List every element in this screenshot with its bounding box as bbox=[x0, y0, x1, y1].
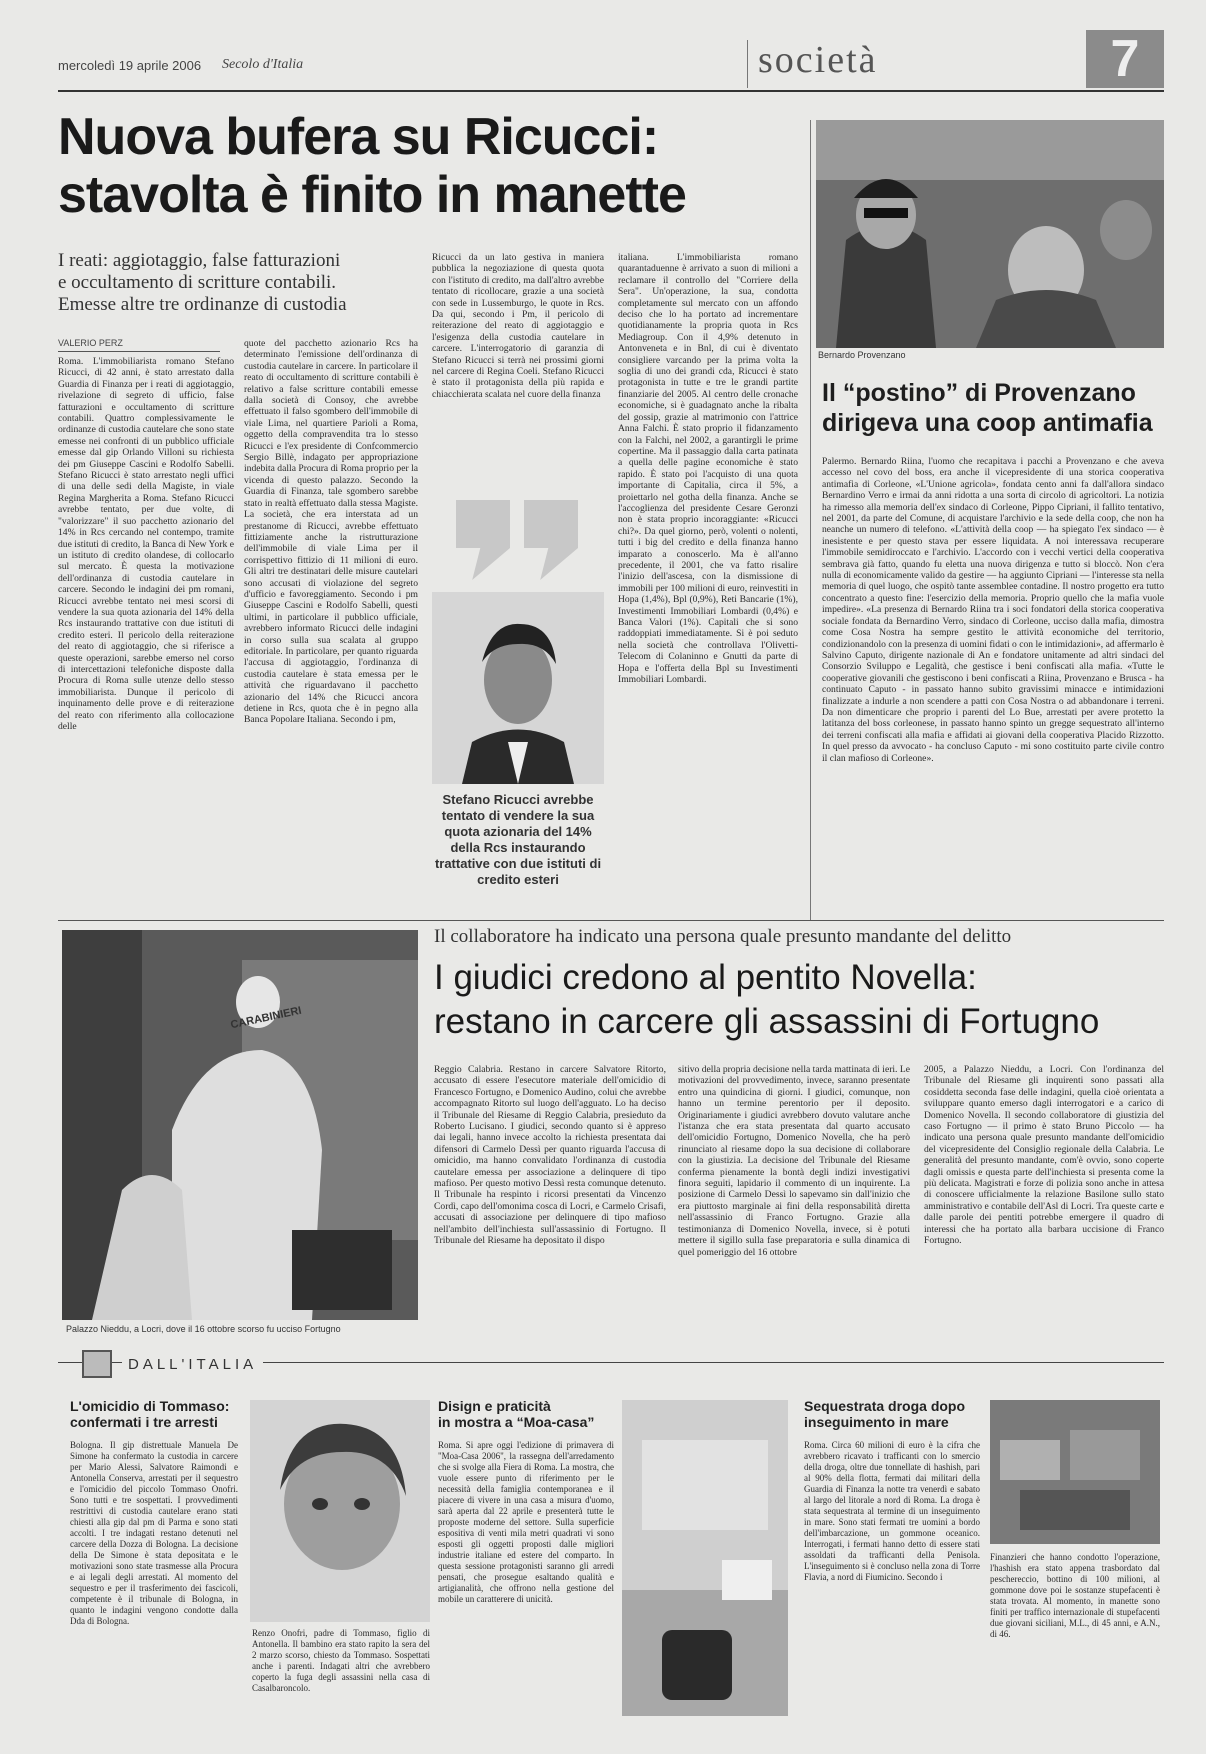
header-divider bbox=[747, 40, 748, 88]
page-number: 7 bbox=[1086, 30, 1164, 88]
child-portrait-icon bbox=[250, 1400, 430, 1622]
header-section: società bbox=[758, 39, 878, 81]
italy-map-icon bbox=[82, 1350, 112, 1378]
lead-byline: VALERIO PERZ bbox=[58, 338, 123, 348]
provenzano-caption: Bernardo Provenzano bbox=[818, 350, 906, 360]
child-photo bbox=[250, 1400, 430, 1622]
lead-title bbox=[58, 108, 798, 224]
brief3-title: Sequestrata droga dopo inseguimento in mare bbox=[804, 1398, 966, 1430]
lead-column-2: quote del pacchetto azionario Rcs ha determinato l'emissione dell'ordinanza di custodia cautelare in carcere. In particolare il reato di occultamento di scritture contabili è relativo a false scritture contabili emesse dalla società di Consoy, che avrebbe effettuato il falso sgombero dell'immobile di viale Lima, nel quartiere Parioli a Roma, oggetto della compravendita tra lo stesso Ricucci e l'ex presidente di Confcommercio Sergio Billè, indagato per appropriazione indebita dalla Procura di Roma proprio per la vicenda di questo palazzo. Secondo la Guardia di Finanza, tale sgombero sarebbe stato in realtà effettuato dalla stessa Magiste. La società, che era interstata ad un prestanome di Ricucci, avrebbe effettuato fittiziamente anche la ristrutturazione dell'immobile di viale Lima per il corrispettivo fittizio di 11 milioni di euro. Gli altri tre destinatari delle misure cautelari sono accusati di violazione del segreto d'ufficio e favoreggiamento. Secondo i pm Giuseppe Cascini e Rodolfo Sabelli, questi ultimi, in particolare il pubblico ufficiale, avrebbero informato Ricucci delle indagini in corso sulla sua scalata al gruppo editoriale. In particolare, per quanto riguarda l'accusa di aggiotaggio, l'ordinanza di custodia cautelare è stata emessa per le attività che riguardavano il pacchetto azionario del 14% che Ricucci ancora detiene in Rcs, quota che è in pegno alla Banca Popolare Italiana. Secondo i pm, bbox=[244, 338, 418, 726]
quote-mark-right-icon bbox=[524, 500, 578, 580]
fortugno-photo bbox=[62, 930, 418, 1320]
seized-bales-icon bbox=[990, 1400, 1160, 1544]
pull-quote: Stefano Ricucci avrebbe tentato di vendere la sua quota azionaria del 14% della Rcs instaurando trattative con due istituti di credito esteri bbox=[434, 792, 602, 887]
carabinieri-scene-icon bbox=[62, 930, 418, 1320]
lead-subtitle: I reati: aggiotaggio, false fatturazioni e occultamento di scritture contabili. Emesse altre tre ordinanze di custodia bbox=[58, 250, 347, 315]
carabinieri-badge: CARABINIERI bbox=[229, 1004, 303, 1032]
second-column-3: 2005, a Palazzo Nieddu, a Locri. Con l'ordinanza del Tribunale del Riesame gli inquirenti sono passati alla cosiddetta seconda fase delle indagini, quella cioè orientata a sviluppare quanto emerso dagli interrogatori e a carico di Domenico Novella. Il secondo collaboratore di giustizia del caso Fortugno — il primo è stato Bruno Piccolo — ha indicato una persona quale presunto mandante dell'omicidio del vicepresidente del Consiglio regionale della Calabria. Le generalità del presunto mandante, com'è ovvio, sono coperte dagli omissis e questa parte dell'inchiesta si presenta come la più delicata. Magistrati e forze di polizia sono anche in attesa di conoscere ufficialmente la relazione Basilone sullo stato amministrativo e contabile dell'Asl di Locri. Tra queste carte e dalle parole dei pentiti potrebbe emergere il quadro di interessi che ha portato alla barbara uccisione di Franco Fortugno. bbox=[924, 1064, 1164, 1247]
brief1-body: Bologna. Il gip distrettuale Manuela De Simone ha confermato la custodia in carcere per Mario Alessi, Salvatore Raimondi e Antonella Conserva, arrestati per il sequestro e l'omicidio del piccolo Tommaso Onofri. Sono tutti e tre sospettati. I provvedimenti restrittivi di custodia cautelare erano stati chiesti alla gip dal pm di Parma e sono stati accolti. I tre indagati restano detenuti nel carcere della Dozza di Bologna. La decisione della De Simone è stata depositata e le motivazioni sono state trasmesse alla Procura e ai legali degli arrestati. Al momento del sequestro e per il trasferimento dei fascicoli, competente è il tribunale di Bologna, in quanto le indagini vengono condotte dalla Dda di Bologna. bbox=[70, 1440, 238, 1626]
lead-column-3: Ricucci da un lato gestiva in maniera pubblica la negoziazione di questa quota con l'istituto di credito, ma dall'altro avrebbe tentato di ricollocare, grazie a una società con sede in Lussemburgo, le quote in Rcs. Da qui, secondo i Pm, il pericolo di reiterazione del reato di aggiotaggio e l'esigenza della custodia cautelare in carcere. L'interrogatorio di garanzia di Stefano Ricucci si terrà nei prossimi giorni nel carcere di Regina Coeli. Stefano Ricucci è stato il protagonista della più rapida e chiacchierata scalata nel cuore della finanza bbox=[432, 252, 604, 400]
briefs-banner: DALL'ITALIA bbox=[122, 1356, 263, 1373]
column-divider bbox=[810, 120, 811, 920]
header-rule bbox=[58, 90, 1164, 92]
brief2-body: Roma. Si apre oggi l'edizione di primavera di "Moa-Casa 2006", la rassegna dell'arredamento che si svolge alla Fiera di Roma. La mostra, che vuole essere punto di riferimento per le necessità della famiglia contemporanea e il piacere di vivere in una casa a misura d'uomo, sarà aperta dal 22 aprile e presenterà tutte le proposte moderne del settore. Sulla superficie espositiva di venti mila metri quadrati vi sono esposti gli oggetti proposti dalle migliori industrie italiane ed estere del comparto. In questa sessione protagonisti saranno gli arredi pensati, che prosegue esaltando qualità e artigianalità, che offrono nella gestione del mobile un caratterere di unicità. bbox=[438, 1440, 614, 1604]
brief1-caption: Renzo Onofri, padre di Tommaso, figlio di Antonella. Il bambino era stato rapito la sera del 2 marzo scorso, chiesto da Tommaso. Sospettati anche i parenti. Indagati altri che avrebbero coperto la fuga degli assassini nella casa di Casalbaroncolo. bbox=[252, 1628, 430, 1693]
second-column-2: sitivo della propria decisione nella tarda mattinata di ieri. Le motivazioni del provvedimento, invece, saranno presentate entro una quindicina di giorni. I giudici, comunque, non hanno un termine perentorio per il deposito. Originariamente i giudici avrebbero dovuto valutare anche l'istanza che era stata presentata dal quarto accusato dell'omicidio Fortugno, Domenico Novella, che ha però rinunciato al riesame dopo la sua decisione di collaborare con la giustizia. La decisione del Tribunale del Riesame conferma pienamente la bontà degli indizi investigativi finora seguiti, lapidario il commento di un inquirente. La posizione di Carmelo Dessì lo sapevamo sin dall'inizio che era piuttosto marginale ai fini della responsabilità diretta nell'assassinio di Franco Fortugno. Grazie alla testimonianza di Domenico Novella, invece, si è potuti mettere il sigillo sulla fase preparatoria e sulla dinamica di quel pomeriggio del 16 ottobre bbox=[678, 1064, 910, 1258]
header-paper: Secolo d'Italia bbox=[222, 57, 304, 72]
brief3-body: Roma. Circa 60 milioni di euro è la cifra che avrebbero ricavato i trafficanti con lo smercio della droga, oltre due tonnellate di hashish, pari al 90% della flotta, fermati dai militari della Guardia di Finanza la notte tra venerdì e sabato al largo del litorale a nord di Roma. La droga è stata sequestrata al termine di un inseguimento in mare. Sono stati fermati tre uomini a bordo dell'imbarcazione, un gommone oceanico. Interrogati, i fermati hanno detto di essere stati assoldati da trafficanti della Penisola. L'inseguimento si è concluso nella zona di Torre Flavia, a nord di Fiumicino. Secondo i bbox=[804, 1440, 980, 1582]
provenzano-photo bbox=[816, 120, 1164, 348]
fortugno-caption: Palazzo Nieddu, a Locri, dove il 16 ottobre scorso fu ucciso Fortugno bbox=[66, 1324, 341, 1334]
side-title: Il “postino” di Provenzano dirigeva una coop antimafia bbox=[822, 379, 1153, 437]
side-body: Palermo. Bernardo Riina, l'uomo che recapitava i pacchi a Provenzano e che aveva accesso nel covo del boss, era anche il vicepresidente di una storica cooperativa antimafia di Corleone, «L'Unione agricola», fondata cento anni fa dall'allora sindaco Bernardino Verro e irmai da anni ridotta a una sorta di circolo di agricoltori. La notizia ha rimesso alla memoria dell'ex sindaco di Corleone, Pippo Cipriani, il fallito tentativo, nel 2001, da parte del Comune, di acquistare l'archivio e la sede della coop, che non ha neanche un numero di telefono. «L'attività della coop — ha spiegato l'ex sindaco — è inesistente e per questo stava per essere liquidata. A noi interessava recuperare l'immobile semidiroccato e l'archivio. L'accordo con i vecchi vertici della cooperativa sembrava già fatto, quando fu eletta una nuova dirigenza e tutto si bloccò. Non c'era nulla di economicamente valido da gestire — ha aggiunto Cipriani — l'interesse sta nella memoria di quel luogo, che ospitò tante assemblee contadine. Il nostro progetto era tutto concentrato a questo fine: l'esercizio della memoria. Proprio quello che la mafia vuole impedire». «La presenza di Bernardo Riina tra i soci fondatori della storica cooperativa sociale fondata da Bernardino Verro, sindaco di Corleone, ucciso dalla mafia, dimostra come Cosa Nostra ha sempre gestito le attività economiche del territorio, condizionandolo con la presenza di uomini fidati o con le intimidazioni», ad affermarlo è Salvino Caputo, dirigente nazionale di An e fondatore unitamente ad altri sindaci del Consorzio Sviluppo e Legalità, che gestisce i beni confiscati alla mafia. «Tutte le cooperative giovanili che gestiscono i beni confiscati a Riina, Provenzano e Brusca - ha continuato Caputo - in passato hanno subito gravissimi minacce e intimidazioni finalizzate a indurle a non scendere a patti con Cosa Nostra o ad abbandonare i terreni. Da non dimenticare che proprio i parenti del Lo Bue, arrestati per avere protetto la latitanza del boss corleonese, in passato hanno spinto un gregge sequestrato all'interno dei terreni confiscati alla mafia e affidati ai giovani della cooperativa Placido Rizzotto. In quel presso da avvocato - ha concluso Caputo - mi sono costituito parte civile contro il clan mafioso di Corleone». bbox=[822, 456, 1164, 764]
second-column-1: Reggio Calabria. Restano in carcere Salvatore Ritorto, accusato di essere l'esecutore materiale dell'omicidio di Francesco Fortugno, e Domenico Audino, colui che avrebbe accompagnato Ritorto sul luogo dell'agguato. Lo ha deciso il Tribunale del Riesame di Reggio Calabria, presieduto da Roberto Lucisano. I giudici, secondo quanto si è appreso dai legali, hanno invece accolto la richiesta presentata dai difensori di Carmelo Dessì per quanto riguarda l'accusa di omicidio, ma hanno convalidato l'ordinanza di custodia cautelare emessa per associazione a delinquere di tipo mafioso. Per questo motivo Dessì resta comunque detenuto. Il Tribunale ha respinto i ricorsi presentati da Vincenzo Cordì, capo dell'omonima cosca di Locri, e Carmelo Crisafi, accusati di associazione per delinquere di tipo mafioso nell'ambito dell'inchiesta sull'assassinio di Fortugno. Il Tribunale del Riesame ha depositato il dispo bbox=[434, 1064, 666, 1247]
brief1-title: L'omicidio di Tommaso: confermati i tre arresti bbox=[70, 1398, 230, 1430]
brief3-caption: Finanzieri che hanno condotto l'operazione, l'hashish era stato appena trasbordato dal peschereccio, bottino di 100 milioni, al gommone dove poi le sostanze stupefacenti è stata trovata. Al momento, in manette sono finiti per traffico internazionale di stupefacenti due giovani siciliani, M.L., di 45 anni, e A.N., di 46. bbox=[990, 1552, 1160, 1639]
lead-title-line2: stavolta è finito in manette bbox=[58, 166, 686, 224]
ricucci-portrait-icon bbox=[432, 592, 604, 784]
header-date: mercoledì 19 aprile 2006 bbox=[58, 58, 202, 73]
arrest-scene-icon bbox=[816, 120, 1164, 348]
lead-title-line1: Nuova bufera su Ricucci: bbox=[58, 108, 659, 166]
drugs-photo bbox=[990, 1400, 1160, 1544]
section-rule bbox=[58, 920, 1164, 921]
ricucci-photo bbox=[432, 592, 604, 784]
furniture-photo bbox=[622, 1400, 788, 1716]
quote-mark-left-icon bbox=[456, 500, 510, 580]
brief2-title: Disign e praticità in mostra a “Moa-casa” bbox=[438, 1398, 595, 1430]
second-kicker: Il collaboratore ha indicato una persona quale presunto mandante del delitto bbox=[434, 926, 1012, 947]
second-title: I giudici credono al pentito Novella: restano in carcere gli assassini di Fortugno bbox=[434, 958, 1100, 1041]
lead-column-1: Roma. L'immobiliarista romano Stefano Ricucci, di 42 anni, è stato arrestato dalla Guardia di Finanza per i reati di aggiotaggio, rivelazione di segreto di ufficio, false fatturazioni e occultamento di scritture contabili. Quattro complessivamente le ordinanze di custodia cautelare che sono state emesse nei confronti di un pubblico ufficiale emesse dal gip Orlando Villoni su richiesta dei pm Giuseppe Cascini e Rodolfo Sabelli. Stefano Ricucci è stato arrestato negli uffici di una delle sedi della Magiste, in viale Regina Margherita a Roma. Stefano Ricucci avrebbe tentato, per due volte, di "valorizzare" il suo pacchetto azionario del 14% in Rcs cercando nel contempo, tramite due istituti di credito, la Banca di New York e un istituto di credito olandese, di collocarlo sul mercato. È questa la motivazione dell'ordinanza di custodia cautelare in carcere. Secondo le indagini dei pm romani, Ricucci avrebbe tentato nei mesi scorsi di vendere la sua quota azionaria del 14% della Rcs instaurando trattative con due istituti di credito esteri. Il pericolo della reiterazione del reato di aggiotaggio, che si riferisce a queste operazioni, sarebbe emerso nel corso di intercettazioni telefoniche disposte dalla Procura di Roma sulle utenze dello stesso immobiliarista. Dunque il pericolo di inquinamento delle prove e di reiterazione del reato con riferimento alla collocazione delle bbox=[58, 356, 234, 732]
lead-column-4: italiana. L'immobiliarista romano quarantaduenne è arrivato a suon di milioni a reclamare il controllo del "Corriere della Sera". Un'operazione, la sua, condotta completamente sul mercato con un affondo deciso che lo ha portato ad incrementare quotidianamente la propria quota in Rcs Mediagroup. Con il 4,9% detenuto in Antonveneta e in Bnl, di cui è diventato consigliere varcando per la prima volta la soglia di uno dei grandi cda, Ricucci è stato protagonista in tutte e tre le grandi partite finanziarie del 2005. Al centro delle cronache economiche, si è guadagnato anche la ribalta del gossip, grazie al matrimonio con l'attrice Anna Falchi. È stato proprio il fidanzamento con la Falchi, nel 2002, a garantirgli le prime copertine. Ma il passaggio dalla carta patinata a quella delle pagine economiche è stato rapido. È stato poi l'acquisto di una quota importante di Capitalia, circa il 5%, a proiettarlo nel gotha della finanza. Anche se l'accoglienza del presidente Cesare Geronzi non è stata proprio incoraggiante: «Ricucci chi?». Da quel giorno, però, volenti o nolenti, tutti i big del credito e della finanza hanno imparato a conoscerlo. Ma è all'anno precedente, il 2001, che va fatto risalire l'inizio dell'ascesa, con la dismissione di immobili per 100 milioni di euro, reinvestiti in Hopa (1,4%), Bpl (0,9%), Reti Bancarie (1%), Investimenti Immobiliari Lombardi (0,4%) e Banca Valori (1%). Capitali che si sono raddoppiati immediatamente. Si è poi seduto nella società che controllava l'Olivetti-Telecom di Colaninno e Gnutti da parte di Hopa e l'offerta della Bpl su Investimenti Immobiliari Lombardi. bbox=[618, 252, 798, 686]
byline-rule bbox=[58, 351, 220, 352]
interior-scene-icon bbox=[622, 1400, 788, 1716]
